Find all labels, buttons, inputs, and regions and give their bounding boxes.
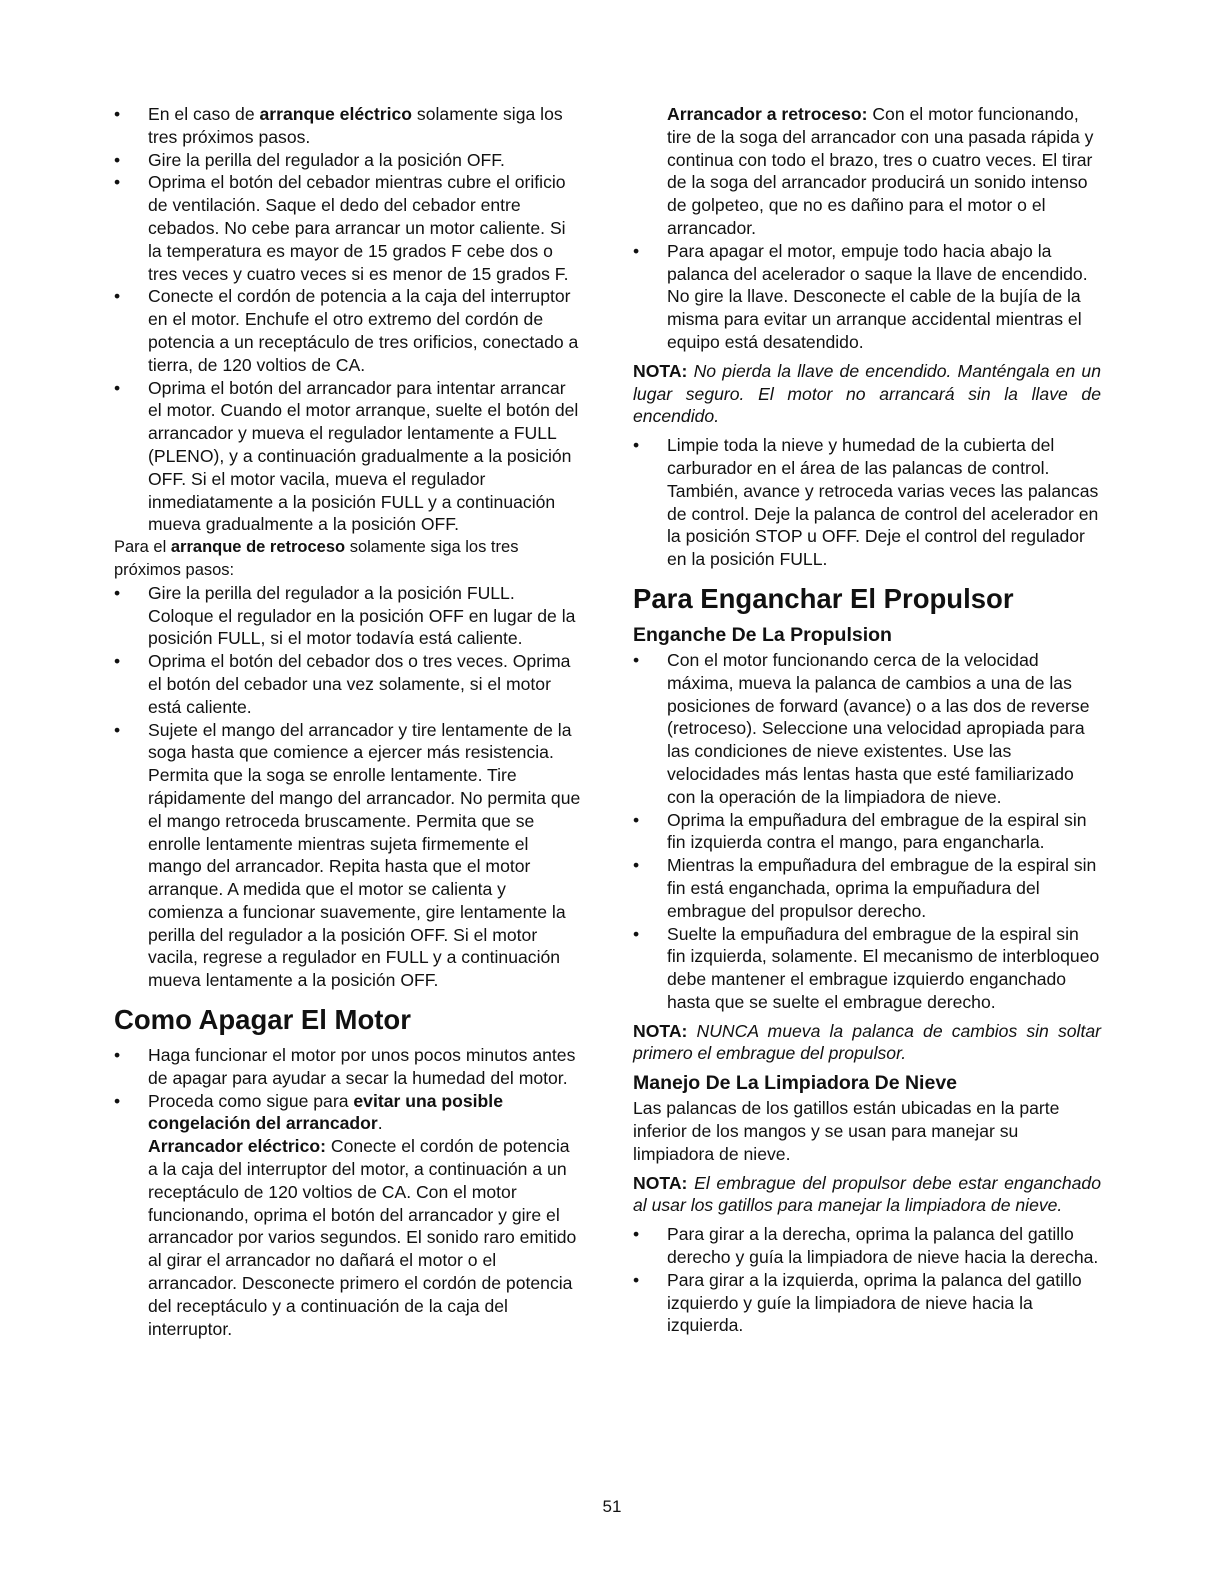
- list-item: • Oprima el botón del arrancador para intentar arrancar el motor. Cuando el motor arranque, suelte el botón del arrancador y mueva el regulador lentamente a FULL (PLENO), y a continuación gradualmente a la posición OFF. Si el motor vacila, mueva el regulador inmediatamente a la posición FULL y a continuación mueva gradualmente a la posición OFF.: [114, 377, 584, 537]
- heading-stop-engine: Como Apagar El Motor: [114, 1004, 411, 1036]
- heading-engage-drive: Para Enganchar El Propulsor: [633, 582, 1014, 614]
- electric-starter-label: Arrancador eléctrico:: [148, 1136, 326, 1157]
- list-item: • Gire la perilla del regulador a la posición FULL. Coloque el regulador en la posición OFF en lugar de la posición FULL, si el motor todavía está caliente.: [114, 582, 584, 650]
- note-ignition-key: NOTA: No pierda la llave de encendido. Manténgala en un lugar seguro. El motor no arrancará sin la llave de encendido.: [633, 360, 1101, 427]
- subheading-drive-engagement: Enganche De La Propulsion: [633, 623, 892, 646]
- electric-starter-text: Conecte el cordón de potencia a la caja del interruptor del motor, a continuación a un receptáculo de 120 voltios de CA. Con el motor funcionando, oprima el botón del arrancador y gire el arrancador por varios segundos. El sonido raro emitido al girar el arrancador no dañará el motor o el arrancador. Desconecte primero el cordón de potencia del receptáculo y a continuación de la caja del interruptor.: [148, 1136, 577, 1339]
- list-item: • Sujete el mango del arrancador y tire lentamente de la soga hasta que comience a ejercer más resistencia. Permita que la soga se enrolle lentamente. Tire rápidamente del mango del arrancador. No permita que el mango retroceda bruscamente. Permita que se enrolle lentamente mientras sujeta firmemente el mango del arrancador. Repita hasta que el motor arranque. A medida que el motor se calienta y comienza a funcionar suavemente, gire lentamente la perilla del regulador a la posición OFF. Si el motor vacila, regrese a regulador en FULL y a continuación mueva lentamente a la posición OFF.: [114, 719, 584, 993]
- note-shift-lever: NOTA: NUNCA mueva la palanca de cambios sin soltar primero el embrague del propulsor.: [633, 1020, 1101, 1064]
- list-item: • Con el motor funcionando cerca de la velocidad máxima, mueva la palanca de cambios a una de las posiciones de forward (avance) o a las dos de reverse (retroceso). Seleccione una velocidad apropiada para las condiciones de nieve existentes. Use las velocidades más lentas hasta que esté familiarizado con la operación de la limpiadora de nieve.: [633, 649, 1101, 809]
- stop-engine-steps: [114, 1044, 584, 1340]
- list-item: • Gire la perilla del regulador a la posición OFF.: [114, 149, 584, 172]
- list-item: • Conecte el cordón de potencia a la caja del interruptor en el motor. Enchufe el otro extremo del cordón de potencia a un receptáculo de tres orificios, conectado a tierra, de 120 voltios de CA.: [114, 285, 584, 376]
- page-number: 51: [602, 1497, 622, 1516]
- list-item: • Oprima la empuñadura del embrague de la espiral sin fin izquierda contra el mango, para engancharla.: [633, 809, 1101, 855]
- recoil-start-intro: Para el arranque de retroceso solamente siga los tres próximos pasos:: [114, 538, 519, 579]
- list-item: • Limpie toda la nieve y humedad de la cubierta del carburador en el área de las palancas de control. También, avance y retroceda varias veces las palancas de control. Deje la palanca de control del acelerador en la posición STOP u OFF. Deje el control del regulador en la posición FULL.: [633, 434, 1101, 571]
- note-trigger-use: NOTA: El embrague del propulsor debe estar enganchado al usar los gatillos para manejar la limpiadora de nieve.: [633, 1172, 1101, 1216]
- recoil-starter-paragraph: Arrancador a retroceso: Con el motor funcionando, tire de la soga del arrancador con una pasada rápida y continua con todo el brazo, tres o cuatro veces. El tirar de la soga del arrancador producirá un sonido intenso de golpeteo, que no es dañino para el motor o el arrancador.: [667, 104, 1094, 238]
- list-item: • Para girar a la izquierda, oprima la palanca del gatillo izquierdo y guíe la limpiadora de nieve hacia la izquierda.: [633, 1269, 1101, 1337]
- engage-steps: [633, 649, 1101, 1014]
- list-item: • Suelte la empuñadura del embrague de la espiral sin fin izquierda, solamente. El mecanismo de interbloqueo debe mantener el embrague izquierdo enganchado hasta que se suelte el embrague derecho.: [633, 923, 1101, 1014]
- list-item: • Para girar a la derecha, oprima la palanca del gatillo derecho y guía la limpiadora de nieve hacia la derecha.: [633, 1223, 1101, 1269]
- subheading-handling: Manejo De La Limpiadora De Nieve: [633, 1072, 958, 1095]
- right-column: [633, 103, 1101, 1337]
- list-item: • Para apagar el motor, empuje todo hacia abajo la palanca del acelerador o saque la llave de encendido. No gire la llave. Desconecte el cable de la bujía de la misma para evitar un arranque accidental mientras el equipo está desatendido.: [633, 240, 1101, 354]
- list-item: • Oprima el botón del cebador dos o tres veces. Oprima el botón del cebador una vez solamente, si el motor está caliente.: [114, 650, 584, 718]
- cleaning-list: [633, 434, 1101, 571]
- list-item: • Mientras la empuñadura del embrague de la espiral sin fin está enganchada, oprima la empuñadura del embrague del propulsor derecho.: [633, 854, 1101, 922]
- handling-paragraph: Las palancas de los gatillos están ubicadas en la parte inferior de los mangos y se usan para manejar su limpiadora de nieve.: [633, 1098, 1060, 1164]
- stop-engine-list: [633, 240, 1101, 354]
- turning-steps: [633, 1223, 1101, 1337]
- recoil-start-steps: [114, 582, 584, 992]
- list-item: • Proceda como sigue para evitar una posible congelación del arrancador. Arrancador eléctrico: Conecte el cordón de potencia a la caja del interruptor del motor, a continuación a un receptáculo de 120 voltios de CA. Con el motor funcionando, oprima el botón del arrancador y gire el arrancador por varios segundos. El sonido raro emitido al girar el arrancador no dañará el motor o el arrancador. Desconecte primero el cordón de potencia del receptáculo y a continuación de la caja del interruptor.: [114, 1090, 584, 1341]
- electric-start-steps: [114, 103, 584, 536]
- left-column: [114, 103, 584, 1340]
- list-item: • Haga funcionar el motor por unos pocos minutos antes de apagar para ayudar a secar la humedad del motor.: [114, 1044, 584, 1090]
- list-item: • En el caso de arranque eléctrico solamente siga los tres próximos pasos.: [114, 103, 584, 149]
- list-item: • Oprima el botón del cebador mientras cubre el orificio de ventilación. Saque el dedo del cebador entre cebados. No cebe para arrancar un motor caliente. Si la temperatura es mayor de 15 grados F cebe dos o tres veces y cuatro veces si es menor de 15 grados F.: [114, 171, 584, 285]
